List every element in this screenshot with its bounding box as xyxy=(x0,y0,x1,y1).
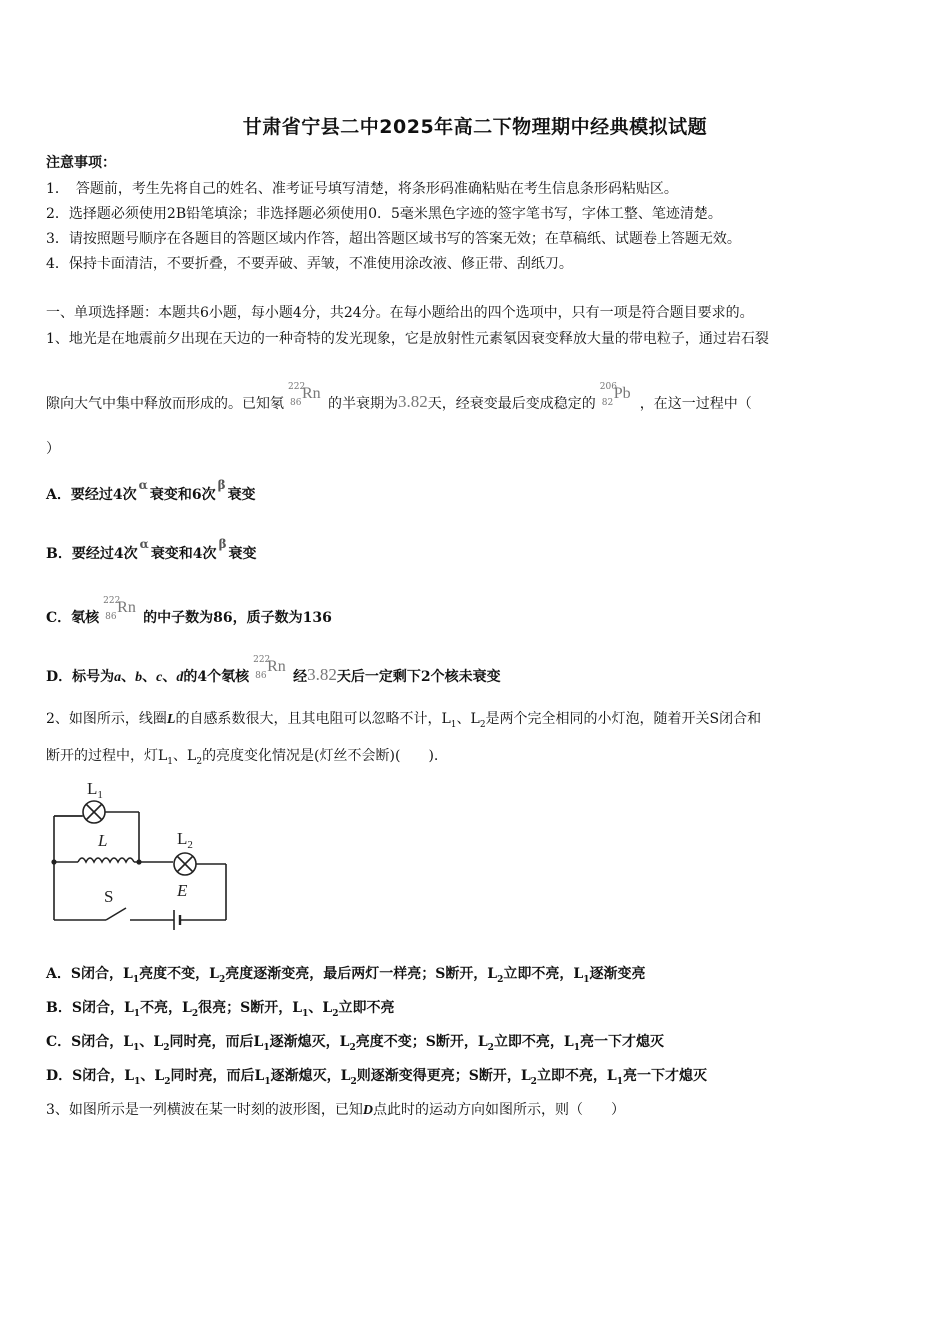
rn-mass: 222 xyxy=(253,655,271,665)
t: 3、如图所示是一列横波在某一时刻的波形图，已知 xyxy=(46,1102,363,1118)
label-inductor: L xyxy=(98,831,108,850)
pb-symbol: Pb xyxy=(613,385,631,402)
var-d: d xyxy=(176,670,184,685)
rn-mass: 222 xyxy=(288,382,306,392)
t: 、L xyxy=(308,1000,333,1016)
notice-item-4: 4．保持卡面清洁，不要折叠，不要弄破、弄皱，不准使用涂改液、修正带、刮纸刀。 xyxy=(46,256,573,272)
var-c: c xyxy=(156,670,163,685)
inductor-var: L xyxy=(166,712,176,727)
t: 点此时的运动方向如图所示，则（ ） xyxy=(373,1102,626,1118)
notice-item-2: 2．选择题必须使用2B铅笔填涂；非选择题必须使用0．5毫米黑色字迹的签字笔书写，字体工整、笔迹清楚。 xyxy=(46,206,722,222)
sub: 1 xyxy=(302,1008,309,1019)
l1-sub: 1 xyxy=(97,789,103,801)
sub: 1 xyxy=(264,1076,271,1087)
q2-option-a xyxy=(46,963,646,985)
t: D．S闭合，L xyxy=(46,1068,135,1084)
rn-symbol: Rn xyxy=(117,599,136,616)
sub: 2 xyxy=(196,756,203,767)
sub: 2 xyxy=(349,1042,356,1053)
t: B．S闭合，L xyxy=(46,1000,134,1016)
q1-text-a: 隙向大气中集中释放而形成的。已知氡 xyxy=(46,396,284,412)
q1a-t2: 衰变和6次 xyxy=(149,487,216,503)
q1-stem-line2 xyxy=(46,382,752,414)
label-emf: E xyxy=(177,881,188,900)
q1a-t1: A．要经过4次 xyxy=(46,487,137,503)
t: 则逐渐变得更亮；S断开，L xyxy=(356,1068,531,1084)
q2-t5: 断开的过程中，灯L xyxy=(46,748,168,764)
q2-stem-line2 xyxy=(46,745,438,767)
q1-stem-line3: ） xyxy=(46,441,60,457)
nuclide-rn xyxy=(284,382,328,414)
t: 亮度不变；S断开，L xyxy=(355,1034,488,1050)
var-a: a xyxy=(114,670,122,685)
sep: 、 xyxy=(121,669,136,685)
q1d-t3: 经 xyxy=(293,669,308,685)
sub: 2 xyxy=(218,974,226,985)
q2-t2: 的自感系数很大，且其电阻可以忽略不计，L xyxy=(175,711,451,727)
label-l1 xyxy=(87,779,103,801)
q2-option-c xyxy=(46,1031,664,1053)
t: 亮一下才熄灭 xyxy=(623,1068,708,1084)
t: C．S闭合，L xyxy=(46,1034,134,1050)
notice-item-3: 3．请按照题号顺序在各题目的答题区域内作答，超出答题区域书写的答案无效；在草稿纸、试题卷上答题无效。 xyxy=(46,231,741,247)
nuclide-rn xyxy=(249,655,293,687)
alpha-symbol: α xyxy=(139,537,149,551)
sub: 2 xyxy=(530,1076,537,1087)
point-d: D xyxy=(362,1103,374,1118)
t: 同时亮，而后L xyxy=(170,1068,265,1084)
q1d-t1: D．标号为 xyxy=(46,669,115,685)
t: 很亮；S断开，L xyxy=(198,1000,303,1016)
page-title: 甘肃省宁县二中2025年高二下物理期中经典模拟试题 xyxy=(242,116,708,138)
l2-sub: 2 xyxy=(187,839,193,851)
t: 亮度逐渐变亮，最后两灯一样亮；S断开，L xyxy=(225,966,498,982)
rn-mass: 222 xyxy=(103,596,121,606)
sub: 1 xyxy=(133,1042,140,1053)
sub: 2 xyxy=(191,1008,199,1019)
t: 、L xyxy=(140,1068,165,1084)
sub: 2 xyxy=(332,1008,339,1019)
circuit-diagram xyxy=(46,778,236,932)
halflife-value: 3.82 xyxy=(398,392,428,411)
t: 亮度不变，L xyxy=(139,966,219,982)
sep: 、 xyxy=(162,669,177,685)
q1a-t3: 衰变 xyxy=(227,487,256,503)
q1-option-b xyxy=(46,537,257,563)
sub: 2 xyxy=(479,719,486,730)
t: 同时亮，而后L xyxy=(169,1034,264,1050)
beta-symbol: β xyxy=(218,537,227,551)
nuclide-rn xyxy=(99,596,143,628)
rn-z: 86 xyxy=(255,671,267,681)
sub: 1 xyxy=(616,1076,624,1087)
sub: 1 xyxy=(583,974,590,985)
q1d-t2: 的4个氡核 xyxy=(183,669,250,685)
t: 立即不亮 xyxy=(338,1000,395,1016)
t: 逐渐熄灭，L xyxy=(270,1068,351,1084)
q1c-t1: C．氡核 xyxy=(46,610,100,626)
pb-mass: 206 xyxy=(599,382,617,392)
t: 亮一下才熄灭 xyxy=(580,1034,665,1050)
q2-stem-line1 xyxy=(46,708,761,730)
q2-t4: 是两个完全相同的小灯泡，随着开关S闭合和 xyxy=(485,711,762,727)
var-b: b xyxy=(135,670,143,685)
halflife-value: 3.82 xyxy=(307,665,337,684)
q1d-t4: 天后一定剩下2个核未衰变 xyxy=(336,669,501,685)
q1c-t2: 的中子数为86，质子数为136 xyxy=(143,610,332,626)
q2-option-b xyxy=(46,997,395,1019)
sub: 1 xyxy=(167,756,174,767)
q1b-t3: 衰变 xyxy=(228,546,257,562)
q1b-t1: B．要经过4次 xyxy=(46,546,138,562)
sub: 2 xyxy=(350,1076,357,1087)
switch-icon xyxy=(106,908,126,920)
q1-text-c: 天，经衰变最后变成稳定的 xyxy=(427,396,596,412)
notice-item-1: 1． 答题前，考生先将自己的姓名、准考证号填写清楚，将条形码准确粘贴在考生信息条形码粘贴区。 xyxy=(46,181,678,197)
section-heading: 一、单项选择题：本题共6小题，每小题4分，共24分。在每小题给出的四个选项中，只有一项是符合题目要求的。 xyxy=(46,305,754,321)
q1-text-d: ，在这一过程中（ xyxy=(639,396,752,412)
q3-stem xyxy=(46,1099,625,1119)
t: 逐渐熄灭，L xyxy=(269,1034,350,1050)
sub: 2 xyxy=(497,974,504,985)
sub: 1 xyxy=(450,719,457,730)
q1-option-d xyxy=(46,655,501,687)
q1-text-b: 的半衰期为 xyxy=(328,396,398,412)
notice-heading: 注意事项： xyxy=(46,155,116,171)
q2-t1: 2、如图所示，线圈 xyxy=(46,711,167,727)
t: 不亮，L xyxy=(140,1000,192,1016)
l2-letter: L xyxy=(177,829,188,848)
sub: 1 xyxy=(263,1042,270,1053)
rn-symbol: Rn xyxy=(267,658,286,675)
l1-letter: L xyxy=(87,779,98,798)
q1-option-c xyxy=(46,596,332,628)
alpha-symbol: α xyxy=(138,478,148,492)
junction-dot xyxy=(136,859,141,864)
sub: 1 xyxy=(132,974,140,985)
t: 立即不亮，L xyxy=(493,1034,574,1050)
junction-dot xyxy=(51,859,56,864)
rn-symbol: Rn xyxy=(302,385,321,402)
label-switch: S xyxy=(104,887,114,906)
q2-t7: 的亮度变化情况是(灯丝不会断)( ). xyxy=(202,748,439,764)
q2-t6: 、L xyxy=(173,748,197,764)
sub: 1 xyxy=(134,1076,141,1087)
sub: 2 xyxy=(164,1076,171,1087)
inductor-coil-icon xyxy=(78,858,134,862)
t: A．S闭合，L xyxy=(46,966,133,982)
sub: 1 xyxy=(573,1042,581,1053)
pb-z: 82 xyxy=(601,398,614,408)
t: 逐渐变亮 xyxy=(589,966,646,982)
beta-symbol: β xyxy=(217,478,226,492)
q1-option-a xyxy=(46,478,256,504)
nuclide-pb xyxy=(596,382,640,414)
t: 、L xyxy=(139,1034,164,1050)
sep: 、 xyxy=(142,669,157,685)
sub: 1 xyxy=(133,1008,141,1019)
q1-stem-line1: 1、地光是在地震前夕出现在天边的一种奇特的发光现象，它是放射性元素氡因衰变释放大量的带电粒子，通过岩石裂 xyxy=(46,331,769,347)
rn-z: 86 xyxy=(290,398,302,408)
rn-z: 86 xyxy=(105,612,117,622)
t: 立即不亮，L xyxy=(536,1068,617,1084)
label-l2 xyxy=(177,829,193,851)
q2-option-d xyxy=(46,1065,707,1087)
q1b-t2: 衰变和4次 xyxy=(150,546,217,562)
q2-t3: 、L xyxy=(456,711,480,727)
sub: 2 xyxy=(163,1042,170,1053)
sub: 2 xyxy=(487,1042,494,1053)
t: 立即不亮，L xyxy=(503,966,584,982)
